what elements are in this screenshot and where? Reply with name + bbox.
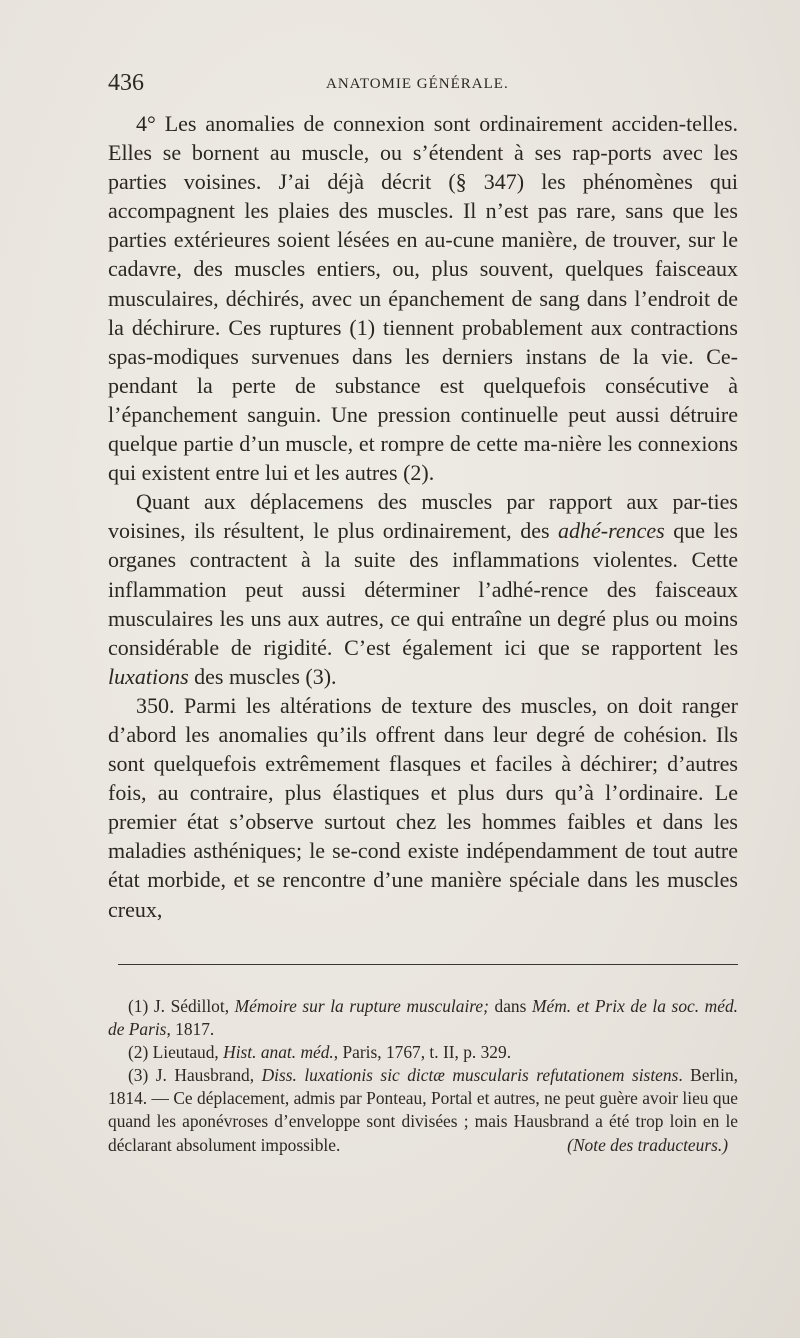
page-number: 436: [108, 70, 144, 96]
paragraph-texture-alterations: 350. Parmi les altérations de texture des muscles, on doit ranger d’abord les anomalies qu’ils offrent dans leur degré de cohésion. Ils sont quelquefois extrêmement flasques et faciles à déchirer; d’autres fois, au contraire, plus élastiques et plus durs qu’à l’ordinaire. Le premier état s’observe surtout chez les hommes faibles et dans les maladies asthéniques; le se-cond existe indépendamment de tout autre état morbide, et se rencontre d’une manière spéciale dans les muscles creux,: [108, 692, 738, 922]
footnote-2: (2) Lieutaud, Hist. anat. méd., Paris, 1767, t. II, p. 329.: [128, 1042, 512, 1063]
footnote-3: (3) J. Hausbrand, Diss. luxationis sic dictæ muscularis refutationem sistens. Berlin, 1814. — Ce déplacement, admis par Ponteau, Portal et autres, ne peut guère avoir lieu que quand les aponévroses d’enveloppe sont divisées ; mais Hausbrand a été trop loin en le déclarant absolument impossible. (Note des traducteurs.): [108, 1064, 738, 1156]
running-head: ANATOMIE GÉNÉRALE.: [326, 76, 509, 92]
main-text: [108, 109, 738, 924]
page-header: [108, 70, 728, 100]
emphasis-luxations: luxations: [108, 663, 189, 689]
emphasis-adherences: adhé-rences: [558, 518, 665, 544]
translators-note-signature: (Note des traducteurs.): [567, 1134, 728, 1155]
paragraph-displacements: Quant aux déplacemens des muscles par rapport aux par-ties voisines, ils résultent, le plus ordinairement, des adhé-rences que les organes contractent à la suite des inflammations violentes. Cette inflammation peut aussi déterminer l’adhé-rence des faisceaux musculaires les uns aux autres, ce qui entraîne un degré plus ou moins considérable de rigidité. C’est également ici que se rapportent les luxations des muscles (3).: [108, 489, 738, 689]
footnote-divider: [118, 964, 738, 965]
footnote-1: (1) J. Sédillot, Mémoire sur la rupture musculaire; dans Mém. et Prix de la soc. méd. de Paris, 1817.: [108, 996, 738, 1040]
paragraph-connexion-anomalies: 4° Les anomalies de connexion sont ordinairement acciden-telles. Elles se bornent au muscle, ou s’étendent à ses rap-ports avec les parties voisines. J’ai déjà décrit (§ 347) les phénomènes qui accompagnent les plaies des muscles. Il n’est pas rare, sans que les parties extérieures soient lésées en au-cune manière, de trouver, sur le cadavre, des muscles entiers, ou, plus souvent, quelques faisceaux musculaires, déchirés, avec un épanchement de sang dans l’endroit de la déchirure. Ces ruptures (1) tiennent probablement aux contractions spas-modiques survenues dans les derniers instans de la vie. Ce-pendant la perte de substance est quelquefois consécutive à l’épanchement sanguin. Une pression continuelle peut aussi détruire quelque partie d’un muscle, et rompre de cette ma-nière les connexions qui existent entre lui et les autres (2).: [108, 111, 738, 486]
footnotes: [108, 995, 738, 1157]
